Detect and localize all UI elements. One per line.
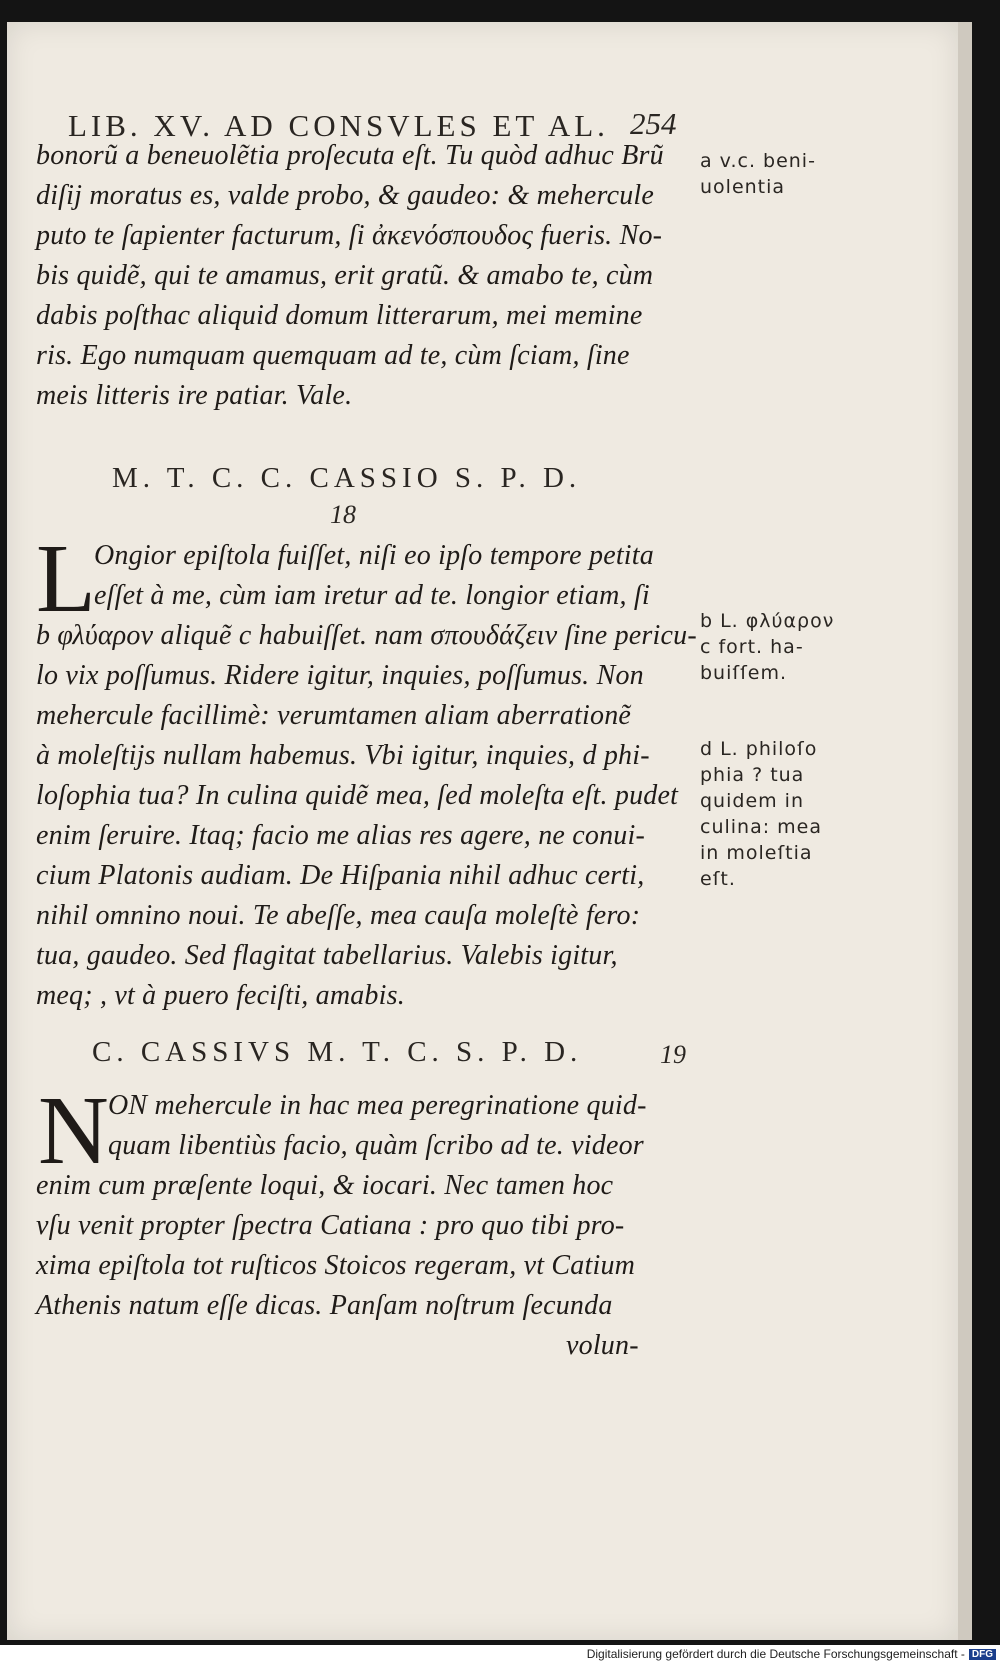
page-edge — [958, 22, 972, 1640]
text-line: puto te ſapienter facturum, ſi ἀκενόσπουδος fueris. No- — [36, 220, 663, 251]
text-line: loſophia tua? In culina quidẽ mea, ſed moleſta eſt. pudet — [36, 780, 679, 811]
margin-note-b-c: b L. φλύαρον c fort. ha- buiſſem. — [700, 610, 835, 684]
text-line: Ongior epiſtola fuiſſet, niſi eo ipſo tempore petita — [94, 540, 654, 571]
letter-text — [36, 1086, 686, 1326]
text-line: meis litteris ire patiar. Vale. — [36, 380, 353, 411]
drop-cap: N — [38, 1077, 109, 1185]
text-line: ON mehercule in hac mea peregrinatione quid- — [108, 1090, 647, 1121]
letter-text — [36, 536, 697, 1016]
text-line: à moleſtijs nullam habemus. Vbi igitur, inquies, d phi- — [36, 740, 650, 771]
text-line: dabis poſthac aliquid domum litterarum, mei memine — [36, 300, 643, 331]
letter-number: 18 — [330, 500, 356, 529]
text-line: cium Platonis audiam. De Hiſpania nihil adhuc certi, — [36, 860, 645, 891]
text-line: tua, gaudeo. Sed flagitat tabellarius. Valebis igitur, — [36, 940, 618, 971]
text-line: enim ſeruire. Itaq; facio me alias res agere, ne conui- — [36, 820, 645, 851]
text-line: bis quidẽ, qui te amamus, erit gratũ. & amabo te, cùm — [36, 260, 654, 291]
digitization-credit — [587, 1647, 996, 1661]
catchword — [566, 1326, 686, 1366]
text-line: bonorũ a beneuolẽtia proſecuta eſt. Tu quòd adhuc Brũ — [36, 140, 664, 171]
text-line: quam libentiùs facio, quàm ſcribo ad te. videor — [108, 1130, 644, 1161]
folio-number: 254 — [630, 106, 677, 141]
text-line: vſu venit propter ſpectra Catiana : pro quo tibi pro- — [36, 1210, 625, 1241]
letter-heading: M. T. C. C. CASSIO S. P. D. — [112, 462, 582, 494]
catchword-text: volun- — [566, 1330, 639, 1361]
text-line: lo vix poſſumus. Ridere igitur, inquies, poſſumus. Non — [36, 660, 644, 691]
margin-note-d: d L. philoſo phia ? tua quidem in culina: mea in moleſtia eſt. — [700, 738, 823, 890]
text-line: Athenis natum eſſe dicas. Panſam noſtrum ſecunda — [36, 1290, 613, 1321]
text-line: b φλύαρον aliquẽ c habuiſſet. nam σπουδάζειν ſine pericu- — [36, 620, 697, 651]
text-line: enim cum præſente loqui, & iocari. Nec tamen hoc — [36, 1170, 614, 1201]
text-line: meq; , vt à puero feciſti, amabis. — [36, 980, 405, 1011]
text-line: ris. Ego numquam quemquam ad te, cùm ſciam, ſine — [36, 340, 630, 371]
letter-heading: C. CASSIVS M. T. C. S. P. D. — [92, 1036, 583, 1068]
margin-note-a: a v.c. beni- uolentia — [700, 150, 816, 198]
text-line: nihil omnino noui. Te abeſſe, mea cauſa moleſtè fero: — [36, 900, 641, 931]
running-head: LIB. XV. AD CONSVLES ET AL. — [68, 108, 609, 143]
letter-ending-text — [36, 136, 686, 416]
letter-number: 19 — [660, 1040, 686, 1069]
credit-text: Digitalisierung gefördert durch die Deutsche Forschungsgemeinschaft - — [586, 1647, 965, 1661]
text-line: xima epiſtola tot ruſticos Stoicos regeram, vt Catium — [36, 1250, 636, 1281]
text-line: mehercule facillimè: verumtamen aliam aberrationẽ — [36, 700, 632, 731]
dfg-logo: DFG — [969, 1649, 996, 1660]
text-line: diſij moratus es, valde probo, & gaudeo: & mehercule — [36, 180, 655, 211]
drop-cap: L — [36, 525, 96, 633]
text-line: eſſet à me, cùm iam iretur ad te. longior etiam, ſi — [94, 580, 650, 611]
